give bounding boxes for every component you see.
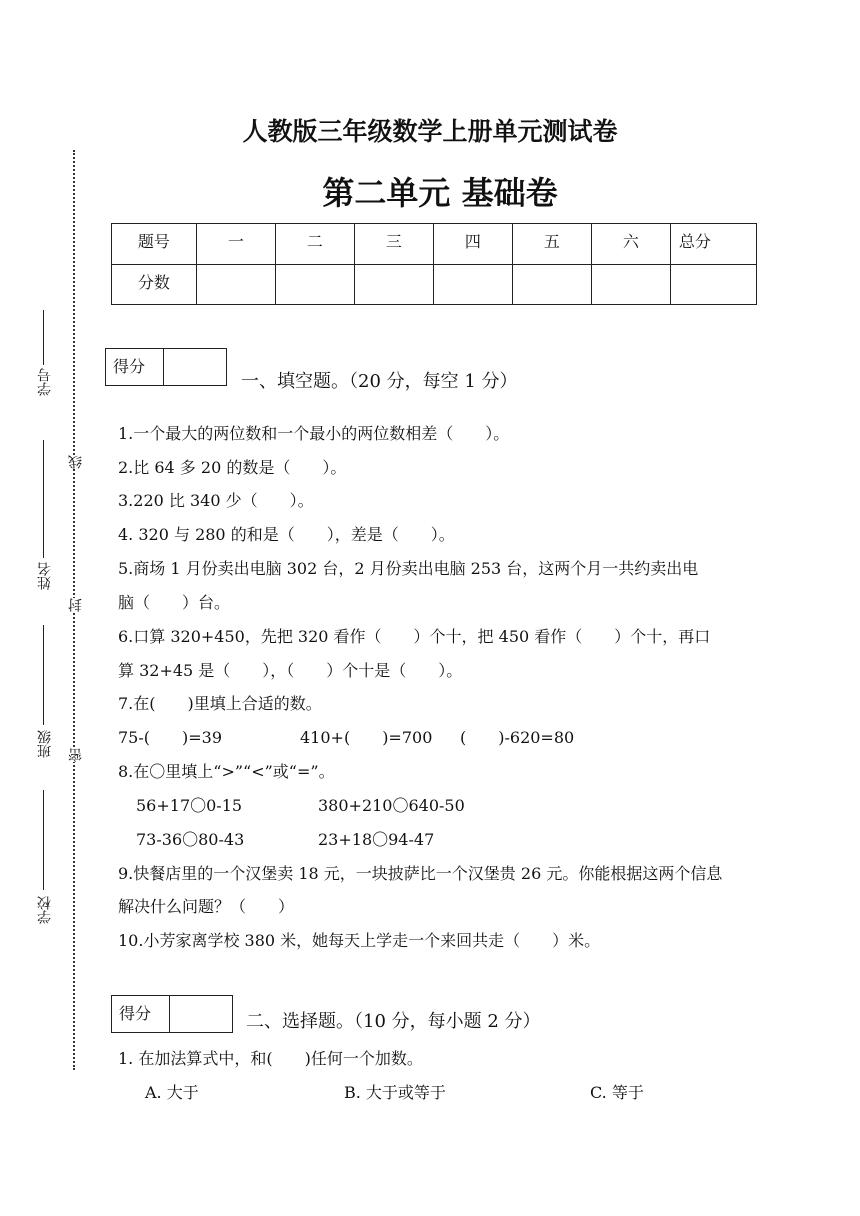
score-table-cell: 六	[591, 224, 670, 265]
section1-score-label: 得分	[106, 349, 164, 385]
equation-item: ( )-620=80	[460, 728, 575, 747]
question-line: 脑（ ）台。	[118, 593, 231, 612]
field-school-line	[43, 790, 44, 890]
question-line: 8.在〇里填上“>”“<”或“=”。	[118, 762, 335, 781]
section2-score-box	[111, 995, 233, 1033]
option-b[interactable]: B. 大于或等于	[344, 1083, 446, 1102]
question-line: 4. 320 与 280 的和是（ ），差是（ ）。	[118, 525, 455, 544]
section2-heading: 二、选择题。（10 分，每小题 2 分）	[246, 1011, 541, 1032]
field-class-line	[43, 625, 44, 725]
comparison-item: 380+210〇640-50	[318, 796, 465, 815]
score-blank-cell[interactable]	[196, 264, 275, 305]
equation-item: 75-( )=39	[118, 728, 223, 747]
seal-char-seal: 封	[68, 598, 84, 612]
score-blank-cell[interactable]	[354, 264, 433, 305]
option-c[interactable]: C. 等于	[590, 1083, 644, 1102]
section1-score-box	[105, 348, 227, 386]
option-a[interactable]: A. 大于	[145, 1083, 199, 1102]
field-name-line	[43, 440, 44, 558]
score-blank-cell[interactable]	[512, 264, 591, 305]
field-student-id-label: 学号	[37, 368, 53, 396]
score-table-cell: 总分	[670, 224, 756, 265]
score-blank-cell[interactable]	[275, 264, 354, 305]
score-table-cell: 一	[196, 224, 275, 265]
question-line: 9.快餐店里的一个汉堡卖 18 元，一块披萨比一个汉堡贵 26 元。你能根据这两个信息	[118, 864, 723, 883]
question-line: 7.在( )里填上合适的数。	[118, 694, 322, 713]
field-name-label: 姓名	[37, 562, 53, 590]
score-table	[111, 223, 757, 305]
score-table-header-row	[112, 224, 757, 265]
score-table-cell: 二	[275, 224, 354, 265]
seal-char-secret: 密	[68, 748, 84, 762]
score-table-cell: 三	[354, 224, 433, 265]
page-subtitle: 第二单元 基础卷	[322, 174, 558, 212]
field-school-label: 学校	[37, 896, 53, 924]
comparison-item: 23+18〇94-47	[318, 830, 435, 849]
score-table-cell: 四	[433, 224, 512, 265]
question-line: 1. 在加法算式中，和( )任何一个加数。	[118, 1049, 423, 1068]
page-title: 人教版三年级数学上册单元测试卷	[242, 117, 618, 146]
section2-score-label: 得分	[112, 996, 170, 1032]
question-line: 2.比 64 多 20 的数是（ ）。	[118, 458, 347, 477]
question-line: 解决什么问题？（ ）	[118, 897, 295, 916]
score-table-cell: 五	[512, 224, 591, 265]
section1-score-blank[interactable]	[164, 349, 226, 385]
comparison-item: 56+17〇0-15	[136, 796, 243, 815]
score-table-cell: 分数	[112, 264, 197, 305]
question-line: 5.商场 1 月份卖出电脑 302 台，2 月份卖出电脑 253 台，这两个月一共约卖出电	[118, 559, 699, 578]
score-blank-cell[interactable]	[591, 264, 670, 305]
comparison-item: 73-36〇80-43	[136, 830, 245, 849]
score-blank-cell[interactable]	[433, 264, 512, 305]
question-line: 算 32+45 是（ ），（ ）个十是（ ）。	[118, 661, 463, 680]
question-line: 6.口算 320+450，先把 320 看作（ ）个十，把 450 看作（ ）个十，再口	[118, 627, 711, 646]
score-blank-cell[interactable]	[670, 264, 756, 305]
question-line: 10.小芳家离学校 380 米，她每天上学走一个来回共走（ ）米。	[118, 931, 601, 950]
question-line: 3.220 比 340 少（ ）。	[118, 491, 314, 510]
seal-char-line: 线	[68, 455, 84, 469]
field-class-label: 班级	[37, 730, 53, 758]
section2-score-blank[interactable]	[170, 996, 232, 1032]
score-table-score-row	[112, 264, 757, 305]
question-line: 1.一个最大的两位数和一个最小的两位数相差（ ）。	[118, 424, 510, 443]
field-student-id-line	[43, 310, 44, 365]
section1-heading: 一、填空题。（20 分，每空 1 分）	[241, 371, 518, 392]
score-table-cell: 题号	[112, 224, 197, 265]
equation-item: 410+( )=700	[300, 728, 433, 747]
